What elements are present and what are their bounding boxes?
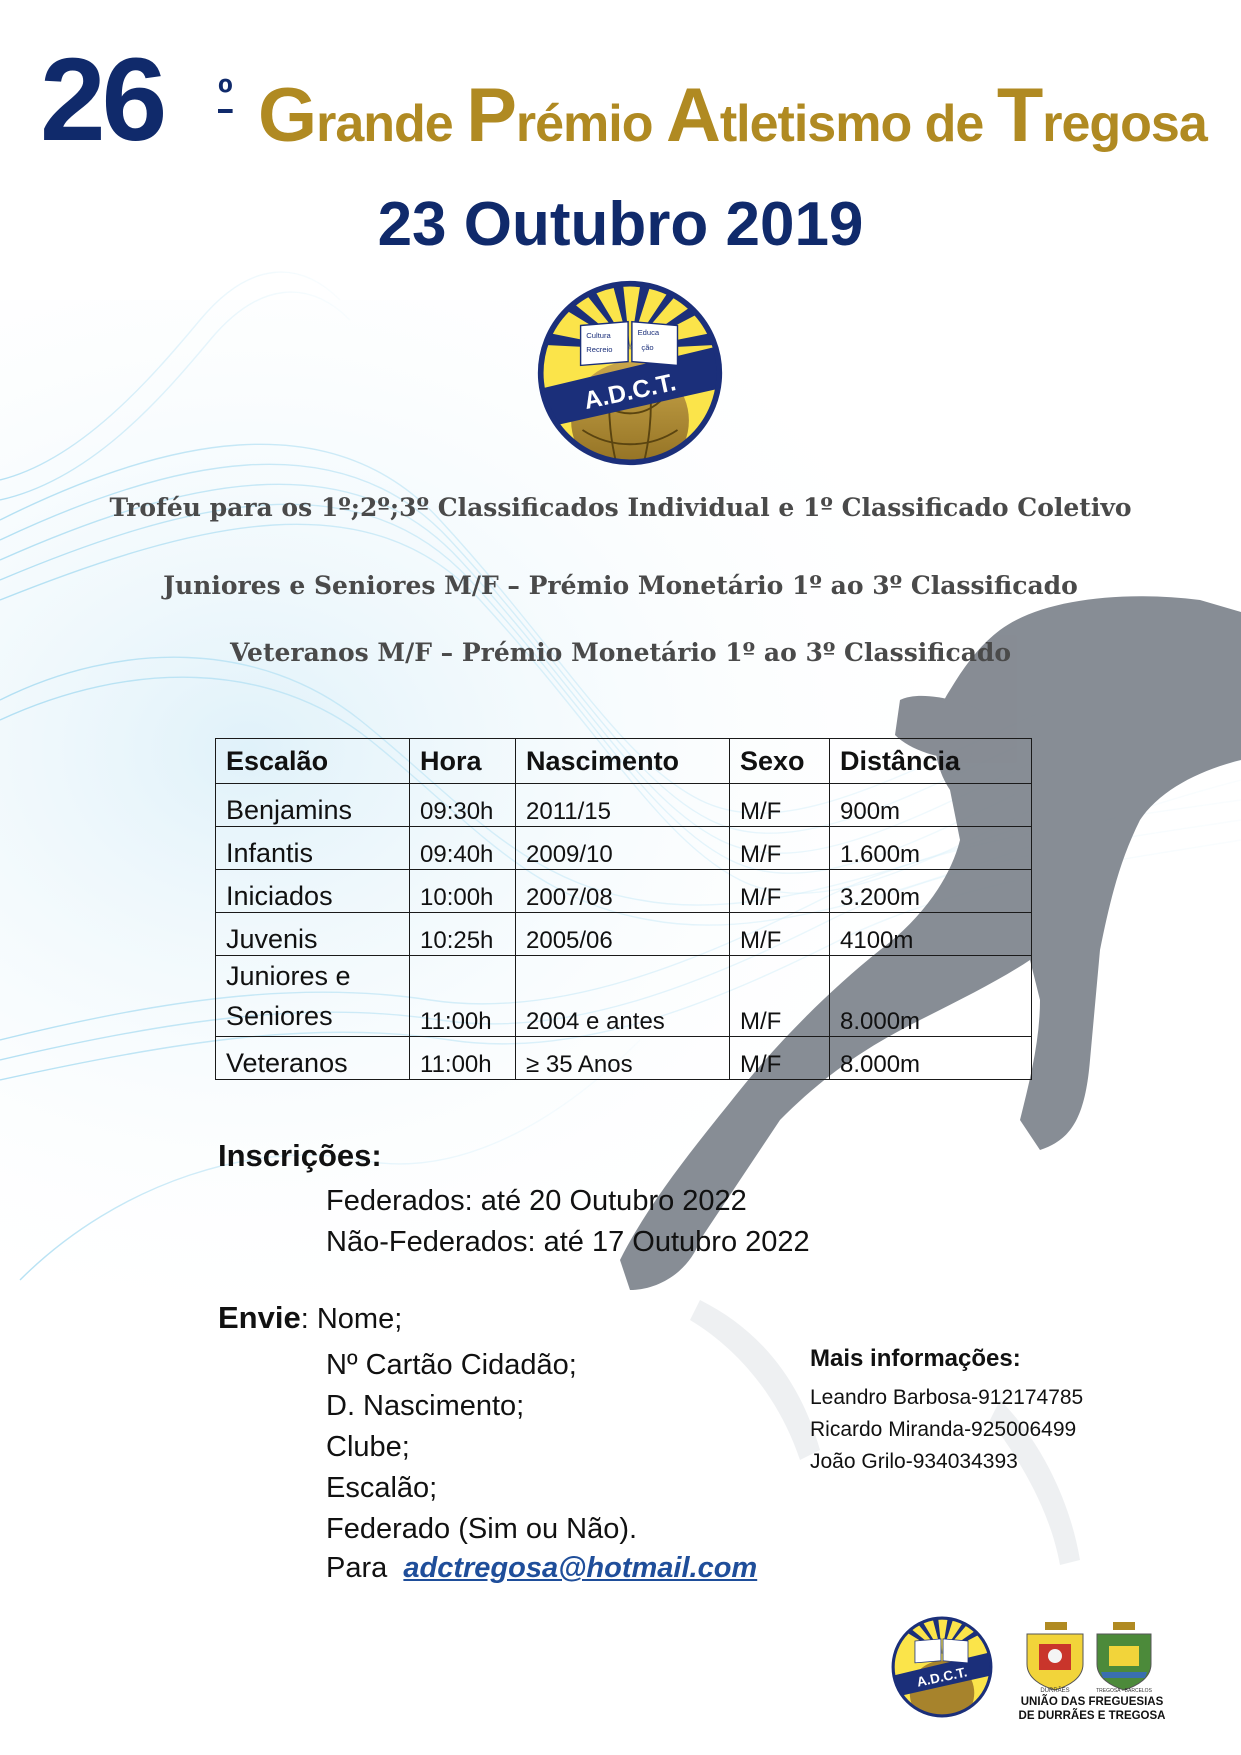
email-link[interactable]: adctregosa@hotmail.com: [403, 1552, 758, 1584]
prize-line-veterans: Veteranos M/F – Prémio Monetário 1º ao 3º Classificado: [229, 638, 1012, 667]
svg-text:Recreio: Recreio: [586, 345, 613, 355]
table-row: Benjamins 09:30h 2011/15 M/F 900m: [216, 784, 1032, 827]
table-row: Veteranos 11:00h ≥ 35 Anos M/F 8.000m: [216, 1037, 1032, 1080]
svg-text:Educa: Educa: [637, 328, 660, 337]
send-label: Envie: [218, 1300, 301, 1335]
more-info-heading: Mais informações:: [810, 1345, 1021, 1372]
send-instructions: Envie: Nome;: [218, 1300, 403, 1335]
parish-union-caption: UNIÃO DAS FREGUESIAS DE DURRÃES E TREGOSA: [1018, 1696, 1166, 1722]
contact-item: Ricardo Miranda-925006499: [810, 1418, 1077, 1441]
svg-text:TREGOSA - BARCELOS: TREGOSA - BARCELOS: [1096, 1688, 1152, 1694]
contact-item: Leandro Barbosa-912174785: [810, 1386, 1084, 1409]
parish-union-logo: [1017, 1622, 1167, 1728]
table-row: Iniciados 10:00h 2007/08 M/F 3.200m: [216, 870, 1032, 913]
send-field-name: Nome;: [316, 1303, 403, 1335]
prize-line-trophy: Troféu para os 1º;2º;3º Classificados Individual e 1º Classificado Coletivo: [109, 493, 1132, 522]
send-field: Nº Cartão Cidadão;: [326, 1349, 577, 1381]
table-row: Juniores e Seniores 11:00h 2004 e antes M/F 8.000m: [216, 956, 1032, 1037]
svg-text:DURRÃES: DURRÃES: [1040, 1688, 1070, 1694]
adct-logo: [535, 278, 725, 468]
event-date: 23 Outubro 2019: [377, 190, 864, 259]
registration-federated: Federados: até 20 Outubro 2022: [326, 1185, 747, 1217]
send-field: Federado (Sim ou Não).: [326, 1513, 638, 1545]
send-field: Clube;: [326, 1431, 410, 1463]
edition-number: 26: [40, 34, 164, 166]
adct-logo-small: [890, 1615, 994, 1719]
event-title: [40, 34, 1220, 166]
send-field: Escalão;: [326, 1472, 438, 1504]
table-row: Juvenis 10:25h 2005/06 M/F 4100m: [216, 913, 1032, 956]
header-sexo: Sexo: [730, 739, 830, 784]
send-to-label: Para: [326, 1552, 388, 1584]
svg-text:Cultura: Cultura: [586, 330, 611, 340]
header-distancia: Distância: [830, 739, 1032, 784]
send-field: D. Nascimento;: [326, 1390, 525, 1422]
registration-heading: Inscrições:: [218, 1138, 382, 1173]
parish-crests: [1017, 1622, 1167, 1694]
tregosa-crest-icon: [1096, 1622, 1153, 1694]
header-escalao: Escalão: [216, 739, 410, 784]
event-name: Grande Prémio Atletismo de Tregosa: [258, 73, 1207, 158]
header-hora: Hora: [410, 739, 516, 784]
header-nascimento: Nascimento: [516, 739, 730, 784]
registration-non-federated: Não-Federados: até 17 Outubro 2022: [326, 1226, 810, 1258]
svg-text:A.D.C.T.: A.D.C.T.: [915, 1664, 969, 1690]
prize-line-seniors: Juniores e Seniores M/F – Prémio Monetário 1º ao 3º Classificado: [163, 571, 1078, 600]
send-to-line: [326, 1552, 757, 1585]
svg-text:ção: ção: [641, 343, 654, 353]
svg-text:A.D.C.T.: A.D.C.T.: [581, 369, 679, 415]
schedule-table: [215, 738, 1032, 1080]
durraes-crest-icon: [1027, 1622, 1083, 1694]
edition-ordinal: º: [218, 72, 233, 116]
contact-item: João Grilo-934034393: [810, 1450, 1018, 1473]
table-header-row: [216, 739, 1032, 784]
table-row: Infantis 09:40h 2009/10 M/F 1.600m: [216, 827, 1032, 870]
